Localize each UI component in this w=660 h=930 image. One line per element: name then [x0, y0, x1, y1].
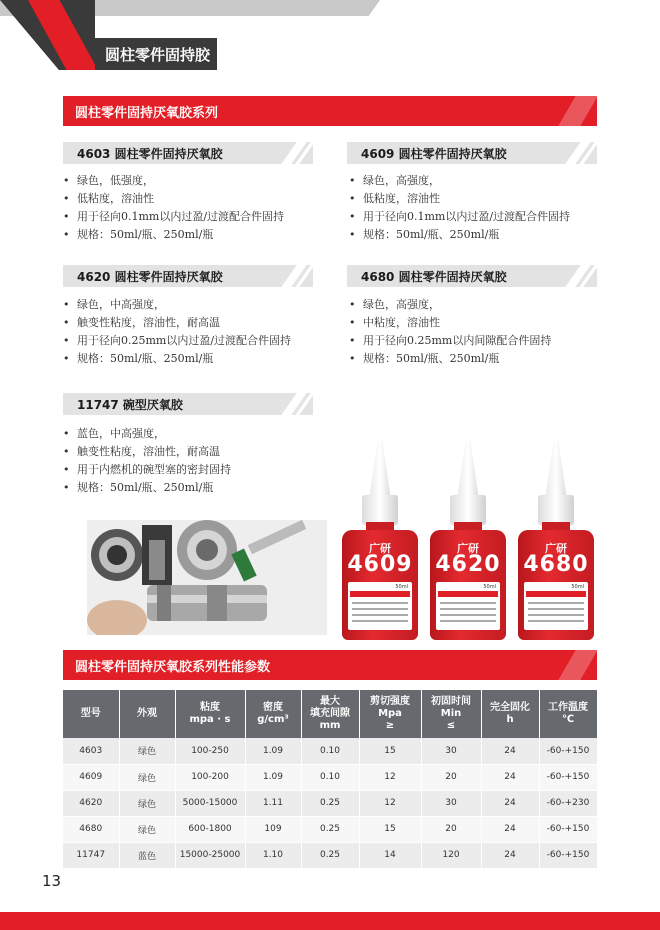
table-cell: 15 — [359, 816, 421, 842]
bottle-body — [430, 530, 506, 640]
table-cell: 12 — [359, 790, 421, 816]
series-banner: 圆柱零件固持厌氧胶系列 — [63, 96, 597, 126]
table-cell: 15000-25000 — [175, 842, 245, 868]
table-row — [63, 790, 597, 816]
list-item: • 规格：50ml/瓶、250ml/瓶 — [63, 350, 291, 368]
bottle-4609 — [342, 440, 418, 640]
table-cell: 绿色 — [119, 764, 175, 790]
product-heading-4680: 4680 圆柱零件固持厌氧胶 — [347, 265, 597, 287]
product-heading-4620: 4620 圆柱零件固持厌氧胶 — [63, 265, 313, 287]
bottle-nozzle — [545, 440, 567, 500]
table-cell: 14 — [359, 842, 421, 868]
label-strip — [350, 591, 410, 597]
table-cell: 4603 — [63, 738, 119, 764]
product-heading-4609: 4609 圆柱零件固持厌氧胶 — [347, 142, 597, 164]
column-header-temperature: 工作温度 ℃ — [539, 690, 597, 738]
table-cell: -60-+150 — [539, 842, 597, 868]
list-item: • 规格：50ml/瓶、250ml/瓶 — [63, 226, 284, 244]
table-row — [63, 738, 597, 764]
bottle-number: 4620 — [435, 552, 501, 577]
table-cell: -60-+150 — [539, 764, 597, 790]
table-cell: 30 — [421, 738, 481, 764]
table-cell: 0.10 — [301, 738, 359, 764]
list-item: • 用于径向0.25mm以内过盈/过渡配合件固持 — [63, 332, 291, 350]
table-cell: 绿色 — [119, 738, 175, 764]
bottle-body — [342, 530, 418, 640]
table-cell: 4620 — [63, 790, 119, 816]
bottle-label — [348, 582, 412, 630]
table-cell: 24 — [481, 764, 539, 790]
column-header-max-gap: 最大 填充间隙 mm — [301, 690, 359, 738]
application-photo — [87, 520, 327, 635]
table-cell: 12 — [359, 764, 421, 790]
product-bullets-4620 — [63, 296, 291, 368]
bottle-label — [436, 582, 500, 630]
table-cell: 1.10 — [245, 842, 301, 868]
product-heading-11747: 11747 碗型厌氧胶 — [63, 393, 313, 415]
table-cell: 24 — [481, 790, 539, 816]
table-cell: 30 — [421, 790, 481, 816]
bottle-number: 4609 — [347, 552, 413, 577]
bottle-brand: 广研 — [457, 542, 479, 555]
footer-red-band — [0, 912, 660, 930]
performance-banner: 圆柱零件固持厌氧胶系列性能参数 — [63, 650, 597, 680]
column-header-shear-strength: 剪切强度 Mpa ≥ — [359, 690, 421, 738]
table-cell: 100-250 — [175, 738, 245, 764]
bottle-4620 — [430, 440, 506, 640]
list-item: • 绿色，中高强度， — [63, 296, 291, 314]
label-strip — [438, 591, 498, 597]
list-item: • 规格：50ml/瓶、250ml/瓶 — [63, 479, 231, 497]
table-cell: 0.25 — [301, 842, 359, 868]
list-item: • 用于径向0.25mm以内间隙配合件固持 — [349, 332, 551, 350]
bottle-number: 4680 — [523, 552, 589, 577]
table-cell: 100-200 — [175, 764, 245, 790]
label-lines — [352, 602, 408, 626]
table-cell: 600-1800 — [175, 816, 245, 842]
table-cell: 24 — [481, 816, 539, 842]
table-cell: 0.25 — [301, 790, 359, 816]
table-cell: 20 — [421, 764, 481, 790]
label-lines — [440, 602, 496, 626]
column-header-viscosity: 粘度 mpa · s — [175, 690, 245, 738]
bottle-nozzle — [369, 440, 391, 500]
product-bullets-11747 — [63, 425, 231, 497]
bottle-nozzle — [457, 440, 479, 500]
page-number: 13 — [42, 872, 62, 890]
bottle-volume: 50ml — [571, 584, 584, 590]
table-cell: 20 — [421, 816, 481, 842]
bottle-body — [518, 530, 594, 640]
column-header-model: 型号 — [63, 690, 119, 738]
table-cell: 1.11 — [245, 790, 301, 816]
table-cell: 120 — [421, 842, 481, 868]
table-cell: 0.10 — [301, 764, 359, 790]
table-row — [63, 764, 597, 790]
table-cell: 0.25 — [301, 816, 359, 842]
table-cell: 蓝色 — [119, 842, 175, 868]
list-item: • 规格：50ml/瓶、250ml/瓶 — [349, 226, 570, 244]
list-item: • 用于内燃机的碗型塞的密封固持 — [63, 461, 231, 479]
bottle-label — [524, 582, 588, 630]
bearing-shaft-illustration — [87, 520, 327, 635]
list-item: • 触变性粘度，溶油性，耐高温 — [63, 443, 231, 461]
product-bullets-4609 — [349, 172, 570, 244]
page-title: 圆柱零件固持胶 — [95, 38, 217, 70]
table-cell: 15 — [359, 738, 421, 764]
label-strip — [526, 591, 586, 597]
bottle-brand: 广研 — [369, 542, 391, 555]
list-item: • 低粘度，溶油性 — [349, 190, 570, 208]
table-row — [63, 842, 597, 868]
list-item: • 触变性粘度，溶油性，耐高温 — [63, 314, 291, 332]
table-cell: 4680 — [63, 816, 119, 842]
performance-table — [63, 690, 598, 869]
product-bullets-4680 — [349, 296, 551, 368]
list-item: • 绿色，高强度， — [349, 172, 570, 190]
bottle-volume: 50ml — [395, 584, 408, 590]
table-cell: 绿色 — [119, 816, 175, 842]
list-item: • 绿色，高强度， — [349, 296, 551, 314]
list-item: • 用于径向0.1mm以内过盈/过渡配合件固持 — [349, 208, 570, 226]
column-header-full-cure: 完全固化 h — [481, 690, 539, 738]
column-header-fixture-time: 初固时间 Min ≤ — [421, 690, 481, 738]
table-row — [63, 816, 597, 842]
table-cell: 11747 — [63, 842, 119, 868]
table-cell: -60-+150 — [539, 816, 597, 842]
table-cell: 24 — [481, 842, 539, 868]
list-item: • 规格：50ml/瓶、250ml/瓶 — [349, 350, 551, 368]
table-cell: 1.09 — [245, 738, 301, 764]
table-cell: -60-+150 — [539, 738, 597, 764]
bottle-volume: 50ml — [483, 584, 496, 590]
list-item: • 绿色，低强度， — [63, 172, 284, 190]
table-cell: 1.09 — [245, 764, 301, 790]
list-item: • 中粘度，溶油性 — [349, 314, 551, 332]
table-cell: 24 — [481, 738, 539, 764]
list-item: • 用于径向0.1mm以内过盈/过渡配合件固持 — [63, 208, 284, 226]
table-cell: 109 — [245, 816, 301, 842]
list-item: • 低粘度，溶油性 — [63, 190, 284, 208]
table-cell: 5000-15000 — [175, 790, 245, 816]
list-item: • 蓝色，中高强度， — [63, 425, 231, 443]
bottle-brand: 广研 — [545, 542, 567, 555]
table-cell: -60-+230 — [539, 790, 597, 816]
table-header-row — [63, 690, 597, 738]
column-header-density: 密度 g/cm³ — [245, 690, 301, 738]
product-heading-4603: 4603 圆柱零件固持厌氧胶 — [63, 142, 313, 164]
bottle-cap — [450, 495, 486, 525]
table-cell: 绿色 — [119, 790, 175, 816]
table-cell: 4609 — [63, 764, 119, 790]
bottle-cap — [362, 495, 398, 525]
product-bullets-4603 — [63, 172, 284, 244]
column-header-appearance: 外观 — [119, 690, 175, 738]
bottle-cap — [538, 495, 574, 525]
bottle-4680 — [518, 440, 594, 640]
label-lines — [528, 602, 584, 626]
